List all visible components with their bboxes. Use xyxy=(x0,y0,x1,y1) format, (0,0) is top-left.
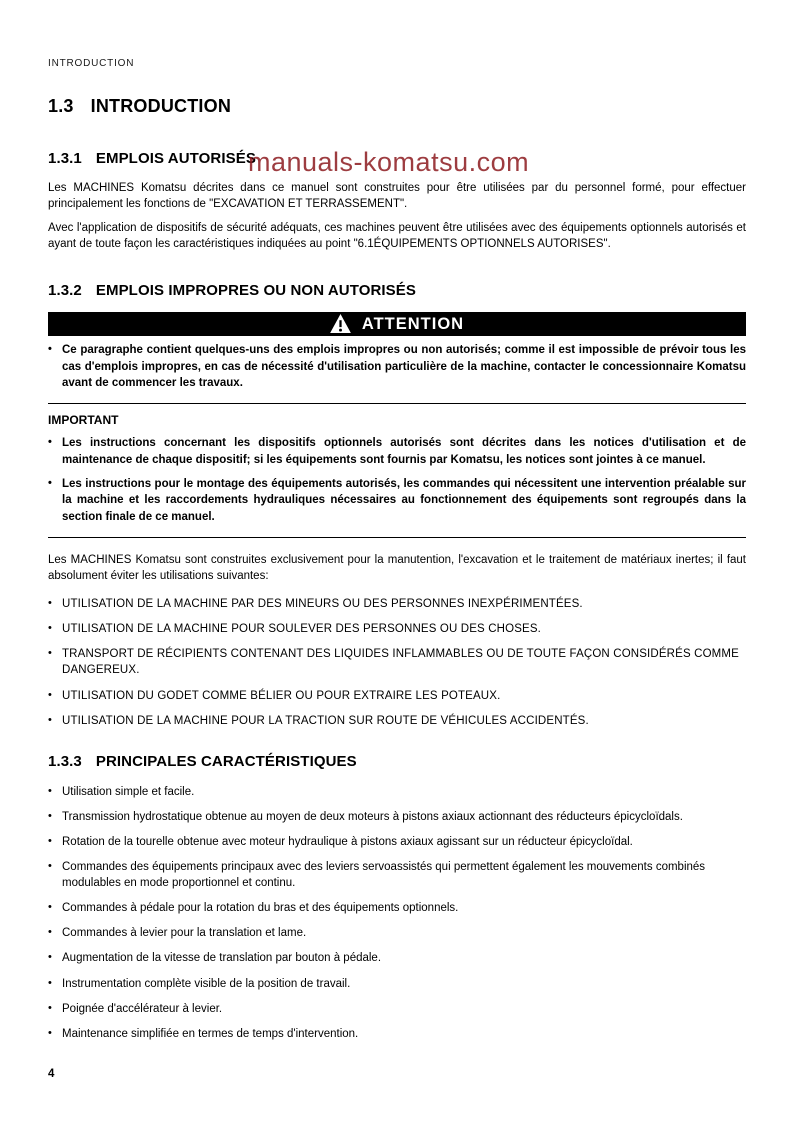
chapter-number: 1.3 xyxy=(48,96,74,116)
forbidden-use-item xyxy=(48,596,746,612)
important-item-text: Les instructions concernant les dispositifs optionnels autorisés sont décrites dans les notices d'utilisation et de maintenance de chaque dispositif; si les équipements sont fournis par Komatsu, les notices sont jointes à ce manuel. xyxy=(62,437,746,466)
forbidden-use-text: UTILISATION DE LA MACHINE POUR LA TRACTION SUR ROUTE DE VÉHICULES ACCIDENTÉS. xyxy=(62,714,589,727)
bullet-icon: • xyxy=(48,951,52,964)
important-label: IMPORTANT xyxy=(48,413,119,428)
feature-item xyxy=(48,1026,746,1042)
feature-item xyxy=(48,809,746,825)
feature-item-text: Transmission hydrostatique obtenue au moyen de deux moteurs à pistons axiaux actionnant des réducteurs épicycloïdals. xyxy=(62,810,683,823)
bullet-icon: • xyxy=(48,688,52,701)
paragraph-forbidden-intro: Les MACHINES Komatsu sont construites exclusivement pour la manutention, l'excavation et le traitement de matériaux inertes; il faut absolument éviter les utilisations suivantes: xyxy=(48,554,746,583)
bullet-icon: • xyxy=(48,1001,52,1014)
divider-line-top xyxy=(48,403,746,404)
bullet-icon: • xyxy=(48,713,52,726)
warning-triangle-icon xyxy=(330,314,351,333)
attention-note-text: Ce paragraphe contient quelques-uns des emplois impropres ou non autorisés; comme il est impossible de prévoir tous les cas d'emplois impropres, en cas de nécessité d'utilisation particulière de la machine, contacter le concessionnaire Komatsu avant de commencer les travaux. xyxy=(62,344,746,390)
page-number: 4 xyxy=(48,1068,55,1080)
forbidden-use-item xyxy=(48,713,746,729)
feature-item-text: Rotation de la tourelle obtenue avec moteur hydraulique à pistons axiaux agissant sur un réducteur épicycloïdal. xyxy=(62,835,633,848)
attention-note-item xyxy=(48,342,746,391)
feature-item xyxy=(48,1001,746,1017)
important-item-text: Les instructions pour le montage des équipements autorisés, les commandes qui nécessitent une intervention préalable sur la machine et les raccordements hydrauliques nécessaires au fonctionnement des équipements sont regroupés dans la section finale de ce manuel. xyxy=(62,478,746,523)
chapter-title xyxy=(48,96,746,117)
attention-banner-label: ATTENTION xyxy=(361,314,465,333)
attention-note-list xyxy=(48,342,746,391)
bullet-icon: • xyxy=(48,436,52,449)
bullet-icon: • xyxy=(48,926,52,939)
bullet-icon: • xyxy=(48,976,52,989)
feature-item-text: Utilisation simple et facile. xyxy=(62,785,195,798)
section-number-132: 1.3.2 xyxy=(48,282,82,300)
feature-item-text: Commandes à pédale pour la rotation du bras et des équipements optionnels. xyxy=(62,902,459,915)
feature-item xyxy=(48,925,746,941)
paragraph-authorized-uses-2: Avec l'application de dispositifs de sécurité adéquats, ces machines peuvent être utilisées avec des équipements optionnels autorisés et ayant de toute façon les caractéristiques indiquées au point "6.1ÉQUIPEMENTS OPTIONNELS AUTORISES". xyxy=(48,222,746,251)
section-title-131: EMPLOIS AUTORISÉS xyxy=(95,150,256,167)
bullet-icon: • xyxy=(48,343,52,356)
section-heading-132 xyxy=(48,282,746,299)
features-list xyxy=(48,784,746,1042)
feature-item-text: Augmentation de la vitesse de translation par bouton à pédale. xyxy=(62,952,382,965)
forbidden-use-text: UTILISATION DE LA MACHINE PAR DES MINEURS OU DES PERSONNES INEXPÉRIMENTÉES. xyxy=(62,598,583,611)
feature-item-text: Poignée d'accélérateur à levier. xyxy=(62,1002,223,1015)
section-title-132: EMPLOIS IMPROPRES OU NON AUTORISÉS xyxy=(95,282,416,300)
feature-item-text: Commandes des équipements principaux avec des leviers servoassistés qui permettent également les mouvements combinés modulables en mode proportionnel et continu. xyxy=(62,861,706,890)
feature-item xyxy=(48,976,746,992)
bullet-icon: • xyxy=(48,622,52,635)
watermark: manuals-komatsu.com xyxy=(248,147,530,177)
important-item xyxy=(48,435,746,468)
forbidden-use-item xyxy=(48,688,746,704)
running-header: INTRODUCTION xyxy=(48,58,135,69)
forbidden-use-text: TRANSPORT DE RÉCIPIENTS CONTENANT DES LIQUIDES INFLAMMABLES OU DE TOUTE FAÇON CONSIDÉRÉS COMME DANGEREUX. xyxy=(62,648,739,677)
forbidden-use-item xyxy=(48,621,746,637)
bullet-icon: • xyxy=(48,1026,52,1039)
bullet-icon: • xyxy=(48,834,52,847)
section-heading-133 xyxy=(48,753,746,770)
bullet-icon: • xyxy=(48,784,52,797)
divider-line-bottom xyxy=(48,537,746,538)
feature-item-text: Maintenance simplifiée en termes de temps d'intervention. xyxy=(62,1027,359,1040)
chapter-title-text: INTRODUCTION xyxy=(90,96,232,116)
forbidden-use-text: UTILISATION DU GODET COMME BÉLIER OU POUR EXTRAIRE LES POTEAUX. xyxy=(62,689,501,702)
feature-item-text: Instrumentation complète visible de la position de travail. xyxy=(62,977,351,990)
bullet-icon: • xyxy=(48,477,52,490)
bullet-icon: • xyxy=(48,901,52,914)
feature-item xyxy=(48,834,746,850)
bullet-icon: • xyxy=(48,809,52,822)
important-item xyxy=(48,476,746,525)
forbidden-use-text: UTILISATION DE LA MACHINE POUR SOULEVER DES PERSONNES OU DES CHOSES. xyxy=(62,623,542,636)
important-list xyxy=(48,435,746,525)
bullet-icon: • xyxy=(48,597,52,610)
feature-item-text: Commandes à levier pour la translation et lame. xyxy=(62,927,307,940)
feature-item xyxy=(48,950,746,966)
bullet-icon: • xyxy=(48,647,52,660)
section-number-131: 1.3.1 xyxy=(48,150,82,167)
forbidden-uses-list xyxy=(48,596,746,729)
feature-item xyxy=(48,859,746,891)
paragraph-authorized-uses-1: Les MACHINES Komatsu décrites dans ce manuel sont construites pour être utilisées par du personnel formé, pour effectuer principalement les fonctions de "EXCAVATION ET TERRASSEMENT". xyxy=(48,182,746,211)
section-number-133: 1.3.3 xyxy=(48,752,82,770)
feature-item xyxy=(48,784,746,800)
forbidden-use-item xyxy=(48,646,746,678)
attention-banner xyxy=(48,312,746,336)
section-title-133: PRINCIPALES CARACTÉRISTIQUES xyxy=(95,752,357,770)
feature-item xyxy=(48,900,746,916)
bullet-icon: • xyxy=(48,860,52,873)
